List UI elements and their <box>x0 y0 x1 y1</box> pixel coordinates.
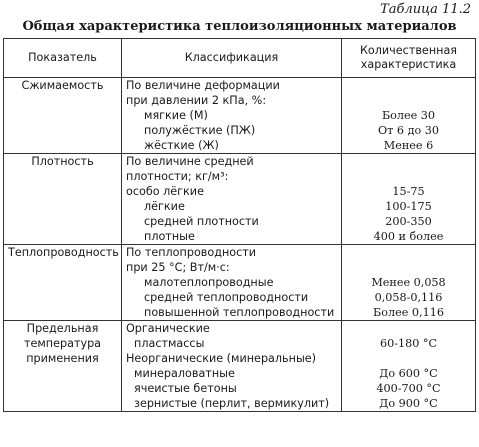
table-row <box>4 154 476 245</box>
classification-line: минераловатные <box>134 367 235 380</box>
classification-line: средней плотности <box>144 215 259 228</box>
classification-line: особо лёгкие <box>126 185 204 198</box>
table-title: Общая характеристика теплоизоляционных материалов <box>22 19 457 34</box>
classification-line: пластмассы <box>134 337 205 350</box>
row-indicator: Сжимаемость <box>4 78 122 154</box>
row-classification <box>122 78 342 154</box>
table-row <box>4 245 476 321</box>
header-quantitative: Количественная характеристика <box>342 39 476 78</box>
table-row <box>4 78 476 154</box>
classification-line: Органические <box>126 322 210 335</box>
value-line <box>346 260 471 275</box>
value-line: 0,058-0,116 <box>374 291 443 304</box>
classification-line: полужёсткие (ПЖ) <box>144 124 256 137</box>
row-indicator: Плотность <box>4 154 122 245</box>
value-line: 400-700 °С <box>376 382 441 395</box>
classification-line: жёсткие (Ж) <box>144 139 219 152</box>
value-line <box>346 169 471 184</box>
classification-line: мягкие (М) <box>144 109 208 122</box>
classification-line: при давлении 2 кПа, %: <box>126 94 267 107</box>
classification-line: По величине средней <box>126 155 254 168</box>
value-line <box>346 321 471 336</box>
header-indicator: Показатель <box>4 39 122 78</box>
value-line <box>346 154 471 169</box>
row-values <box>342 321 476 412</box>
row-values <box>342 78 476 154</box>
row-classification <box>122 245 342 321</box>
value-line: 400 и более <box>373 230 444 243</box>
value-line: До 600 °С <box>379 367 438 380</box>
row-indicator: Теплопроводность <box>4 245 122 321</box>
classification-line: повышенной теплопроводности <box>144 306 335 319</box>
table-caption: Таблица 11.2 <box>380 2 471 17</box>
value-line: 100-175 <box>385 200 432 213</box>
value-line: 60-180 °С <box>379 337 438 350</box>
value-line: До 900 °С <box>379 397 438 410</box>
value-line: Менее 6 <box>383 139 434 152</box>
row-indicator: Предельная температура применения <box>4 321 122 412</box>
characteristics-table <box>3 38 476 412</box>
classification-line: зернистые (перлит, вермикулит) <box>134 397 330 410</box>
value-line: 15-75 <box>392 185 425 198</box>
classification-line: ячеистые бетоны <box>134 382 237 395</box>
row-values <box>342 245 476 321</box>
row-classification <box>122 321 342 412</box>
value-line: Более 0,116 <box>373 306 444 319</box>
value-line <box>346 93 471 108</box>
classification-line: плотности; кг/м³: <box>126 170 229 183</box>
header-row <box>4 39 476 78</box>
header-classification: Классификация <box>122 39 342 78</box>
value-line: Более 30 <box>381 109 436 122</box>
classification-line: По теплопроводности <box>126 246 257 259</box>
table-row <box>4 321 476 412</box>
classification-line: Неорганические (минеральные) <box>126 352 317 365</box>
value-line: Менее 0,058 <box>371 276 446 289</box>
value-line: От 6 до 30 <box>377 124 439 137</box>
classification-line: лёгкие <box>144 200 185 213</box>
classification-line: малотеплопроводные <box>144 276 274 289</box>
classification-line: плотные <box>144 230 195 243</box>
value-line <box>346 351 471 366</box>
classification-line: По величине деформации <box>126 79 280 92</box>
value-line: 200-350 <box>385 215 432 228</box>
classification-line: при 25 °С; Вт/м·с: <box>126 261 230 274</box>
value-line <box>346 245 471 260</box>
row-values <box>342 154 476 245</box>
classification-line: средней теплопроводности <box>144 291 309 304</box>
value-line <box>346 78 471 93</box>
row-classification <box>122 154 342 245</box>
